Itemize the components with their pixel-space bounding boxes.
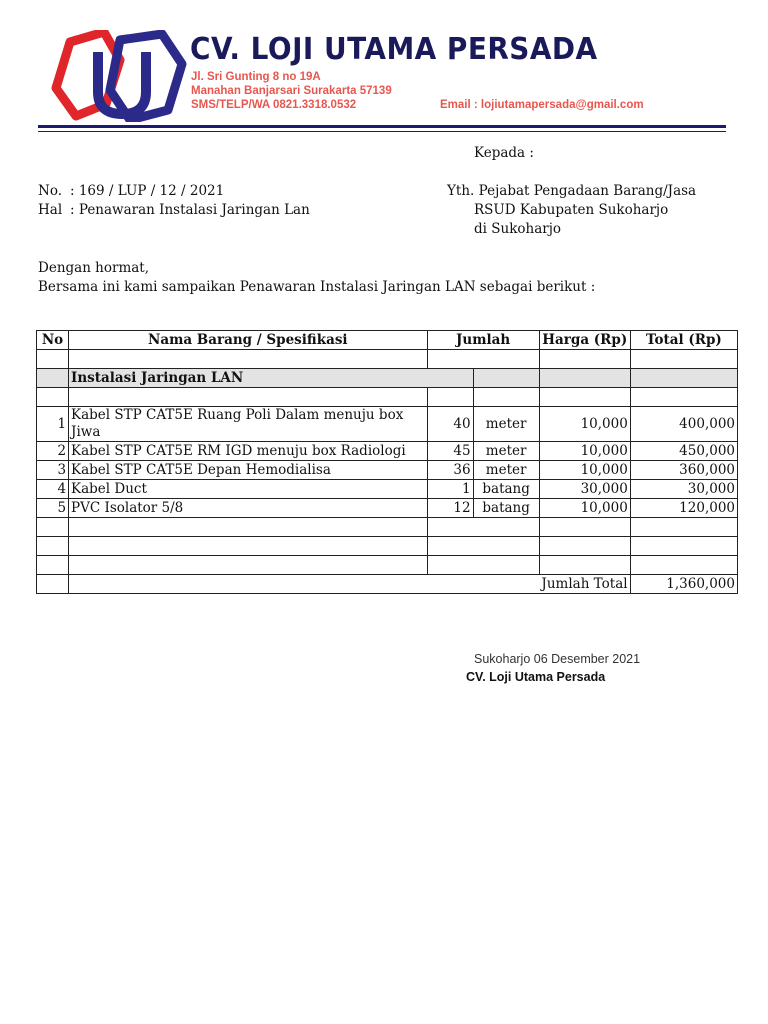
row-no: 3 bbox=[37, 461, 69, 480]
signature-company: CV. Loji Utama Persada bbox=[466, 670, 606, 684]
table-row bbox=[37, 407, 738, 442]
row-price: 10,000 bbox=[539, 499, 630, 518]
row-no: 2 bbox=[37, 442, 69, 461]
section-title: Instalasi Jaringan LAN bbox=[69, 369, 474, 388]
company-address-line2: Manahan Banjarsari Surakarta 57139 bbox=[191, 85, 392, 97]
letter-number-label: No. bbox=[38, 183, 62, 199]
col-header-qty: Jumlah bbox=[427, 331, 539, 350]
total-value: 1,360,000 bbox=[630, 575, 737, 594]
row-no: 4 bbox=[37, 480, 69, 499]
table-row bbox=[37, 480, 738, 499]
row-qty: 45 bbox=[427, 442, 473, 461]
letter-subject-value: : Penawaran Instalasi Jaringan Lan bbox=[70, 202, 310, 218]
row-unit: batang bbox=[473, 480, 539, 499]
row-total: 360,000 bbox=[630, 461, 737, 480]
table-header-row bbox=[37, 331, 738, 350]
letterhead-rule-thin bbox=[38, 131, 726, 132]
row-price: 10,000 bbox=[539, 442, 630, 461]
col-header-price: Harga (Rp) bbox=[539, 331, 630, 350]
row-total: 120,000 bbox=[630, 499, 737, 518]
company-logo bbox=[50, 30, 188, 122]
row-qty: 40 bbox=[427, 407, 473, 442]
row-name: Kabel Duct bbox=[69, 480, 428, 499]
intro-paragraph: Bersama ini kami sampaikan Penawaran Instalasi Jaringan LAN sebagai berikut : bbox=[38, 279, 596, 295]
table-row-empty bbox=[37, 537, 738, 556]
row-unit: meter bbox=[473, 407, 539, 442]
row-price: 10,000 bbox=[539, 461, 630, 480]
table-row bbox=[37, 442, 738, 461]
place-date: Sukoharjo 06 Desember 2021 bbox=[474, 652, 641, 666]
recipient-line3: di Sukoharjo bbox=[474, 221, 562, 237]
row-qty: 36 bbox=[427, 461, 473, 480]
table-row-empty bbox=[37, 388, 738, 407]
row-unit: batang bbox=[473, 499, 539, 518]
table-row bbox=[37, 461, 738, 480]
row-price: 10,000 bbox=[539, 407, 630, 442]
row-unit: meter bbox=[473, 442, 539, 461]
table-section-row bbox=[37, 369, 738, 388]
company-email: Email : lojiutamapersada@gmail.com bbox=[440, 99, 644, 111]
row-no: 5 bbox=[37, 499, 69, 518]
company-name: CV. LOJI UTAMA PERSADA bbox=[190, 32, 598, 67]
letterhead bbox=[38, 28, 728, 122]
row-name: Kabel STP CAT5E Depan Hemodialisa bbox=[69, 461, 428, 480]
company-phone: SMS/TELP/WA 0821.3318.0532 bbox=[191, 99, 357, 111]
row-unit: meter bbox=[473, 461, 539, 480]
row-no: 1 bbox=[37, 407, 69, 442]
table-row bbox=[37, 499, 738, 518]
row-price: 30,000 bbox=[539, 480, 630, 499]
company-address-line1: Jl. Sri Gunting 8 no 19A bbox=[191, 71, 321, 83]
row-total: 450,000 bbox=[630, 442, 737, 461]
col-header-name: Nama Barang / Spesifikasi bbox=[69, 331, 428, 350]
table-total-row bbox=[37, 575, 738, 594]
row-total: 30,000 bbox=[630, 480, 737, 499]
recipient-line1: Yth. Pejabat Pengadaan Barang/Jasa bbox=[447, 183, 697, 199]
greeting: Dengan hormat, bbox=[38, 260, 150, 276]
row-total: 400,000 bbox=[630, 407, 737, 442]
letter-subject-label: Hal bbox=[38, 202, 63, 218]
row-qty: 1 bbox=[427, 480, 473, 499]
col-header-no: No bbox=[37, 331, 69, 350]
row-name: Kabel STP CAT5E RM IGD menuju box Radiologi bbox=[69, 442, 428, 461]
row-qty: 12 bbox=[427, 499, 473, 518]
total-label: Jumlah Total bbox=[539, 575, 630, 594]
offer-table bbox=[36, 330, 738, 594]
row-name: Kabel STP CAT5E Ruang Poli Dalam menuju box Jiwa bbox=[69, 407, 428, 442]
kepada-label: Kepada : bbox=[474, 145, 534, 161]
table-row-empty bbox=[37, 556, 738, 575]
table-row-empty bbox=[37, 518, 738, 537]
letterhead-rule-thick bbox=[38, 125, 726, 128]
letter-number-value: : 169 / LUP / 12 / 2021 bbox=[70, 183, 225, 199]
recipient-line2: RSUD Kabupaten Sukoharjo bbox=[474, 202, 669, 218]
col-header-total: Total (Rp) bbox=[630, 331, 737, 350]
row-name: PVC Isolator 5/8 bbox=[69, 499, 428, 518]
table-row-empty bbox=[37, 350, 738, 369]
